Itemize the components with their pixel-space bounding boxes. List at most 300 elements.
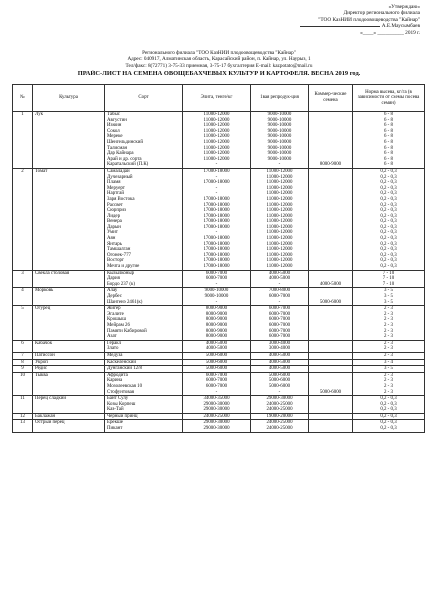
cell-line: 17000-18000: [203, 258, 230, 264]
cell-line: 9000-10000: [204, 294, 229, 299]
cell-line: 0,2 - 0,3: [380, 426, 397, 432]
cell-line: 5000-6000: [319, 389, 342, 395]
col-header: Коммер-ческие семена: [309, 85, 353, 112]
table-cell: [353, 413, 425, 420]
cell-line: 7 - 10: [382, 276, 395, 282]
cell-line: Дучезарный: [107, 174, 133, 180]
table-cell: Патиссон: [33, 352, 105, 359]
cell-line: 8000-9000: [205, 317, 228, 323]
cell-line: 7 - 10: [382, 281, 395, 287]
cell-line: Козы Корпеш: [107, 401, 136, 407]
cell-line: Шенгельдинский: [107, 139, 144, 145]
cell-line: 5000-6000: [268, 378, 291, 384]
cell-line: 17000-18000: [203, 224, 230, 230]
cell-line: -: [278, 389, 281, 395]
cell-line: Черный принц: [107, 413, 138, 419]
cell-line: 11000-12000: [266, 202, 293, 208]
table-cell: Перец сладкий: [33, 396, 105, 414]
cell-line: -: [215, 299, 218, 305]
cell-line: 6000-7000: [205, 270, 228, 276]
cell-line: 11000-12000: [266, 174, 293, 180]
cell-line: 5000-6000: [319, 299, 342, 305]
cell-line: 0,2 - 0,3: [380, 202, 397, 208]
table-cell: [251, 306, 309, 341]
org-address: Адрес: 040917, Алматинская область, Карасайский район, п. Кайнар, ул. Наурыз, 1: [127, 56, 311, 63]
cell-line: Дария: [107, 276, 120, 282]
approval-label: «Утверждаю»: [388, 4, 420, 10]
table-cell: [105, 359, 183, 366]
cell-line: 17000-18000: [203, 208, 230, 214]
table-cell: [309, 340, 353, 352]
table-cell: [353, 168, 425, 270]
table-row: [13, 288, 425, 306]
cell-line: 0,2 - 0,3: [380, 174, 397, 180]
cell-line: 4000-5000: [268, 352, 291, 358]
cell-line: 29000-30000: [203, 420, 230, 426]
table-cell: [251, 112, 309, 169]
table-cell: [309, 168, 353, 270]
cell-line: 29000-30000: [266, 396, 293, 402]
cell-line: -: [215, 281, 218, 287]
table-cell: Кабачок: [33, 340, 105, 352]
cell-line: 3 - 5: [384, 366, 393, 372]
cell-line: 0,2 - 0,3: [380, 180, 397, 186]
cell-line: Табыс: [107, 112, 120, 117]
cell-line: 11000-12000: [266, 180, 293, 186]
cell-line: 11000-12000: [203, 134, 230, 140]
cell-line: 0,2 - 0,3: [380, 264, 397, 270]
cell-line: Дар Кайнара: [107, 151, 134, 157]
table-cell: [183, 168, 251, 270]
cell-line: 24000-25000: [266, 426, 293, 432]
cell-line: 17000-18000: [203, 180, 230, 186]
table-cell: [309, 306, 353, 341]
cell-line: 0,2 - 0,3: [380, 407, 397, 413]
table-cell: [251, 288, 309, 306]
cell-line: -: [278, 162, 281, 168]
cell-line: 8000-9000: [205, 322, 228, 328]
cell-line: 2 - 3: [384, 346, 393, 352]
cell-line: Рассвет: [107, 202, 123, 208]
cell-line: 11000-12000: [266, 168, 293, 174]
table-cell: Баклажан: [33, 413, 105, 420]
cell-line: 6 - 8: [384, 128, 393, 134]
cell-line: 4000-5000: [205, 346, 228, 352]
table-cell: [183, 112, 251, 169]
table-cell: [353, 340, 425, 352]
cell-line: 7000-8000: [268, 288, 291, 294]
cell-line: 2 - 3: [384, 378, 393, 384]
cell-line: 9000-10000: [267, 134, 292, 140]
cell-line: 0,2 - 0,3: [380, 413, 397, 419]
table-cell: [353, 112, 425, 169]
cell-line: Мечта и другие: [107, 264, 140, 270]
table-cell: [105, 112, 183, 169]
cell-line: 5000-6000: [205, 359, 228, 365]
cell-line: 2 - 3: [384, 317, 393, 323]
table-row: [13, 372, 425, 395]
table-cell: [353, 306, 425, 341]
cell-line: Арай и др. сорта: [107, 156, 142, 162]
table-cell: 6: [13, 340, 33, 352]
cell-line: Каз-Тай: [107, 407, 124, 413]
cell-line: [311, 414, 350, 420]
cell-line: 6000-7000: [268, 306, 291, 312]
cell-line: 11000-12000: [266, 264, 293, 270]
cell-line: Стофунтовая: [107, 389, 135, 395]
cell-line: 6000-7000: [205, 372, 228, 378]
cell-line: 11000-12000: [266, 196, 293, 202]
cell-line: Тамшалган: [107, 247, 131, 253]
cell-line: 17000-18000: [203, 252, 230, 258]
cell-line: Геракл: [107, 340, 122, 346]
table-row: [13, 306, 425, 341]
table-cell: [105, 306, 183, 341]
table-cell: Морковь: [33, 288, 105, 306]
table-cell: [183, 420, 251, 432]
cell-line: 11000-12000: [203, 112, 230, 117]
cell-line: 11000-12000: [203, 156, 230, 162]
cell-line: Мозолеевская 10: [107, 383, 143, 389]
cell-line: 17000-18000: [203, 247, 230, 253]
table-cell: [309, 112, 353, 169]
cell-line: -: [215, 162, 218, 168]
cell-line: 6000-7000: [268, 311, 291, 317]
cell-line: Августин: [107, 117, 127, 123]
cell-line: 17000-18000: [203, 202, 230, 208]
org-phone: Тел/факс: 8(72771) 3-75-33 приемная, 3-75-17 бухгалтерия E-mail: kazpotato@mail.ru: [125, 62, 313, 69]
cell-line: 0,2 - 0,3: [380, 224, 397, 230]
cell-line: 5000-6000: [205, 366, 228, 372]
cell-line: 9000-10000: [267, 112, 292, 117]
table-cell: 12: [13, 413, 33, 420]
cell-line: 2 - 3: [384, 334, 393, 340]
cell-line: 6 - 8: [384, 139, 393, 145]
cell-line: 2 - 3: [384, 372, 393, 378]
cell-line: 6000-7000: [205, 276, 228, 282]
table-cell: [251, 352, 309, 359]
table-row: [13, 420, 425, 432]
col-header: Норма высева, кг/га (в зависимости от схемы посева семян): [353, 85, 425, 112]
cell-line: Мереке: [107, 134, 123, 140]
cell-line: 3000-4000: [268, 346, 291, 352]
cell-line: [311, 346, 350, 352]
approval-line-2: "ТОО КазНИИ плодоовощеводства "Кайнар": [318, 16, 420, 23]
cell-line: Аян: [107, 236, 116, 242]
cell-line: 29000-30000: [203, 426, 230, 432]
cell-line: 11000-12000: [266, 191, 293, 197]
cell-line: 7 - 10: [382, 270, 395, 276]
table-row: [13, 112, 425, 169]
cell-line: 0,2 - 0,3: [380, 401, 397, 407]
table-row: [13, 366, 425, 373]
cell-line: 4000-5000: [268, 366, 291, 372]
cell-line: -: [215, 185, 218, 191]
cell-line: 0,2 - 0,3: [380, 208, 397, 214]
cell-line: -: [278, 299, 281, 305]
cell-line: Злато: [107, 346, 119, 352]
approval-date: «____» __________ 2019 г.: [360, 29, 420, 36]
table-cell: 2: [13, 168, 33, 270]
table-cell: [353, 352, 425, 359]
cell-line: Самаладай: [107, 168, 130, 174]
table-cell: [309, 396, 353, 414]
table-cell: Огурец: [33, 306, 105, 341]
table-cell: [251, 396, 309, 414]
table-cell: [353, 366, 425, 373]
table-cell: [105, 413, 183, 420]
cell-line: Мейрам 26: [107, 322, 130, 328]
cell-line: 9000-10000: [267, 117, 292, 123]
cell-line: 11000-12000: [266, 241, 293, 247]
cell-line: 3 - 4: [384, 359, 393, 365]
table-cell: [251, 270, 309, 288]
table-cell: [353, 270, 425, 288]
cell-line: Сюрприз: [107, 208, 126, 214]
cell-line: Меруерт: [107, 185, 125, 191]
cell-line: -: [215, 174, 218, 180]
cell-line: 3 - 5: [384, 288, 393, 294]
cell-line: 11000-12000: [203, 139, 230, 145]
cell-line: 17000-18000: [203, 196, 230, 202]
cell-line: 9000-10000: [267, 145, 292, 151]
cell-line: 24000-25000: [203, 413, 230, 419]
cell-line: Дунганский 12/8: [107, 366, 142, 372]
cell-line: 0,2 - 0,3: [380, 236, 397, 242]
cell-line: 29000-30000: [203, 401, 230, 407]
cell-line: Азат: [107, 334, 117, 340]
col-header: 1вая репродук-ция: [251, 85, 309, 112]
cell-line: 8000-9000: [205, 306, 228, 312]
cell-line: 24000-25000: [266, 401, 293, 407]
table-cell: [353, 420, 425, 432]
table-row: [13, 359, 425, 366]
org-name: Региональнoго филиала "ТОО КазНИИ плодоовощеводства "Кайнар": [142, 50, 296, 56]
table-cell: Острый перец: [33, 420, 105, 432]
table-cell: [105, 396, 183, 414]
table-cell: Свекла столовая: [33, 270, 105, 288]
cell-line: -: [215, 389, 218, 395]
cell-line: 3 - 5: [384, 294, 393, 299]
cell-line: 17000-18000: [203, 241, 230, 247]
col-header: №: [13, 85, 33, 112]
cell-line: 9000-10000: [267, 151, 292, 157]
cell-line: 4000-5000: [268, 270, 291, 276]
cell-line: 17000-18000: [203, 236, 230, 242]
table-body: [13, 112, 425, 433]
cell-line: Памяти Кабировой: [107, 328, 147, 334]
cell-line: 8000-9000: [319, 162, 342, 168]
cell-line: 6 - 8: [384, 162, 393, 168]
cell-line: 6 - 8: [384, 151, 393, 157]
cell-line: 6 - 8: [384, 117, 393, 123]
table-cell: Тыква: [33, 372, 105, 395]
approval-block: [230, 4, 420, 36]
cell-line: 0,2 - 0,3: [380, 258, 397, 264]
cell-line: 11000-12000: [266, 236, 293, 242]
cell-line: 4000-5000: [268, 359, 291, 365]
cell-line: Сокол: [107, 128, 120, 134]
cell-line: 0,2 - 0,3: [380, 185, 397, 191]
cell-line: 6 - 8: [384, 123, 393, 129]
cell-line: Каскеленский: [107, 359, 136, 365]
table-header-row: [13, 85, 425, 112]
cell-line: 6 - 8: [384, 112, 393, 117]
cell-line: 0,2 - 0,3: [380, 247, 397, 253]
cell-line: Медуза: [107, 352, 123, 358]
cell-line: [311, 360, 350, 366]
cell-line: 6000-7000: [205, 378, 228, 384]
cell-line: 5000-6000: [268, 372, 291, 378]
cell-line: [311, 353, 350, 359]
table-cell: [183, 306, 251, 341]
cell-line: 6000-7000: [268, 334, 291, 340]
table-cell: [183, 288, 251, 306]
cell-line: 2 - 3: [384, 322, 393, 328]
cell-line: Эгалите: [107, 311, 124, 317]
cell-line: 2 - 3: [384, 328, 393, 334]
cell-line: Изюин: [107, 123, 122, 129]
signature-line: [300, 26, 380, 27]
cell-line: 24000-25000: [266, 407, 293, 413]
table-cell: 5: [13, 306, 33, 341]
table-cell: 4: [13, 288, 33, 306]
table-row: [13, 340, 425, 352]
cell-line: 17000-18000: [203, 168, 230, 174]
cell-line: 29000-30000: [203, 407, 230, 413]
cell-line: 6 - 8: [384, 145, 393, 151]
cell-line: 11000-12000: [203, 117, 230, 123]
table-cell: [183, 366, 251, 373]
table-cell: [309, 270, 353, 288]
cell-line: 17000-18000: [203, 213, 230, 219]
cell-line: 6 - 8: [384, 134, 393, 140]
cell-line: Пикант: [107, 426, 123, 432]
cell-line: 0,2 - 0,3: [380, 241, 397, 247]
cell-line: [311, 426, 350, 432]
cell-line: 6000-7000: [268, 322, 291, 328]
cell-line: 11000-12000: [203, 128, 230, 134]
cell-line: Огонек-777: [107, 252, 131, 258]
cell-line: Шантенэ 2461(к): [107, 299, 143, 305]
cell-line: 5000-6000: [268, 383, 291, 389]
cell-line: -: [215, 230, 218, 236]
cell-line: Алау: [107, 288, 118, 294]
cell-line: 9000-10000: [204, 288, 229, 294]
table-cell: 11: [13, 396, 33, 414]
cell-line: 11000-12000: [266, 252, 293, 258]
cell-line: Жигер: [107, 306, 121, 312]
cell-line: Янтарь: [107, 241, 122, 247]
table-cell: [251, 340, 309, 352]
cell-line: 6 - 8: [384, 156, 393, 162]
cell-line: Венера: [107, 219, 122, 225]
table-cell: [183, 352, 251, 359]
cell-line: 11000-12000: [266, 230, 293, 236]
cell-line: 11000-12000: [203, 145, 230, 151]
table-cell: [309, 359, 353, 366]
cell-line: 0,2 - 0,3: [380, 168, 397, 174]
cell-line: 9000-10000: [267, 128, 292, 134]
cell-line: [311, 407, 350, 413]
table-cell: [105, 352, 183, 359]
cell-line: Каратальский (П.К): [107, 162, 149, 168]
col-header: Элита, тенге/кг: [183, 85, 251, 112]
table-cell: [183, 340, 251, 352]
table-cell: 8: [13, 359, 33, 366]
table-cell: [353, 359, 425, 366]
cell-line: 6000-7000: [268, 328, 291, 334]
cell-line: 0,2 - 0,3: [380, 213, 397, 219]
cell-line: 6000-7000: [268, 294, 291, 299]
cell-line: Нартгай: [107, 191, 125, 197]
table-row: [13, 168, 425, 270]
table-cell: Укроп: [33, 359, 105, 366]
cell-line: 5000-6000: [205, 352, 228, 358]
cell-line: Восторг: [107, 258, 124, 264]
cell-line: 17000-18000: [203, 264, 230, 270]
cell-line: [311, 334, 350, 340]
table-cell: [251, 366, 309, 373]
cell-line: 11000-12000: [266, 213, 293, 219]
table-cell: [309, 372, 353, 395]
cell-line: 0,2 - 0,3: [380, 191, 397, 197]
cell-line: 11000-12000: [266, 224, 293, 230]
cell-line: 2 - 3: [384, 340, 393, 346]
table-cell: [183, 270, 251, 288]
cell-line: 11000-12000: [266, 258, 293, 264]
table-cell: [353, 372, 425, 395]
cell-line: 8000-9000: [205, 311, 228, 317]
cell-line: 11000-12000: [203, 123, 230, 129]
table-cell: [251, 372, 309, 395]
table-cell: [353, 396, 425, 414]
cell-line: 0,2 - 0,3: [380, 196, 397, 202]
table-cell: [251, 420, 309, 432]
cell-line: 0,2 - 0,3: [380, 252, 397, 258]
table-cell: [251, 168, 309, 270]
cell-line: 2 - 3: [384, 311, 393, 317]
cell-line: 9000-10000: [267, 123, 292, 129]
table-cell: [309, 288, 353, 306]
col-header: Культура: [33, 85, 105, 112]
table-row: [13, 352, 425, 359]
cell-line: 9000-10000: [267, 156, 292, 162]
cell-line: Талисман: [107, 145, 128, 151]
cell-line: Дарын: [107, 224, 121, 230]
table-cell: [183, 372, 251, 395]
cell-line: 0,2 - 0,3: [380, 230, 397, 236]
cell-line: 11000-12000: [266, 219, 293, 225]
cell-line: [311, 264, 350, 270]
cell-line: Заря Востока: [107, 196, 135, 202]
table-cell: [309, 420, 353, 432]
cell-line: [311, 366, 350, 372]
table-row: [13, 270, 425, 288]
table-row: [13, 396, 425, 414]
cell-line: Умит: [107, 230, 118, 236]
cell-line: Ерекше: [107, 420, 123, 426]
table-cell: [105, 420, 183, 432]
cell-line: 2 - 3: [384, 306, 393, 312]
table-cell: [251, 359, 309, 366]
cell-line: Дербес: [107, 294, 122, 299]
cell-line: 6000-7000: [268, 317, 291, 323]
table-cell: [105, 340, 183, 352]
cell-line: -: [215, 191, 218, 197]
table-cell: 7: [13, 352, 33, 359]
price-table: [12, 84, 425, 433]
